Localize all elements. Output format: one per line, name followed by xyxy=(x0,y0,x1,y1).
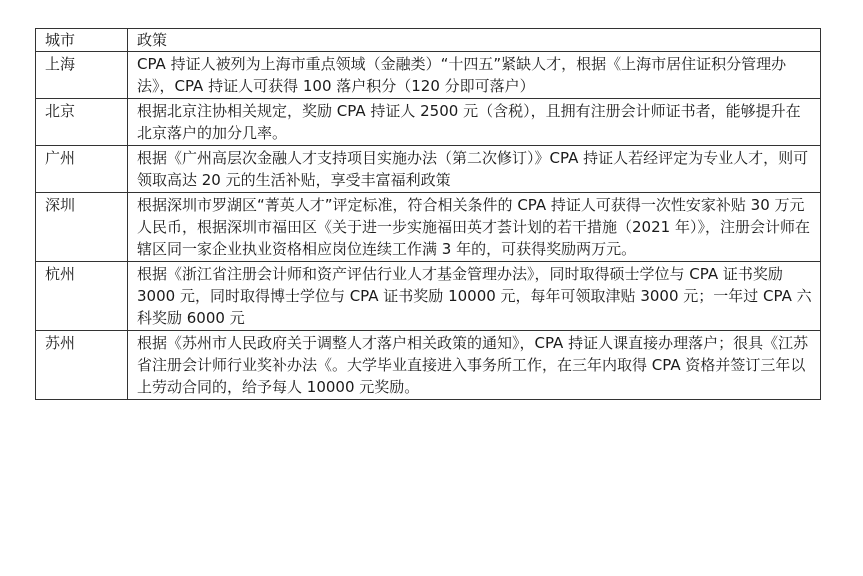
policy-cell: 根据《广州高层次金融人才支持项目实施办法（第二次修订）》CPA 持证人若经评定为专业人才，则可领取高达 20 元的生活补贴，享受丰富福利政策 xyxy=(128,146,821,193)
table-row xyxy=(36,52,821,99)
policy-cell: 根据《浙江省注册会计师和资产评估行业人才基金管理办法》，同时取得硕士学位与 CPA 证书奖励 3000 元，同时取得博士学位与 CPA 证书奖励 10000 元，每年可领取津贴 3000 元；一年过 CPA 六科奖励 6000 元 xyxy=(128,262,821,331)
policy-cell: CPA 持证人被列为上海市重点领域（金融类）“十四五”紧缺人才，根据《上海市居住证积分管理办法》，CPA 持证人可获得 100 落户积分（120 分即可落户） xyxy=(128,52,821,99)
table-row xyxy=(36,193,821,262)
city-cell: 上海 xyxy=(36,52,128,99)
policy-cell: 根据北京注协相关规定，奖励 CPA 持证人 2500 元（含税），且拥有注册会计师证书者，能够提升在北京落户的加分几率。 xyxy=(128,99,821,146)
header-policy: 政策 xyxy=(128,29,821,52)
policy-table-container xyxy=(35,28,820,400)
table-row xyxy=(36,262,821,331)
table-header-row xyxy=(36,29,821,52)
city-cell: 杭州 xyxy=(36,262,128,331)
city-cell: 北京 xyxy=(36,99,128,146)
policy-cell: 根据《苏州市人民政府关于调整人才落户相关政策的通知》，CPA 持证人课直接办理落户；很具《江苏省注册会计师行业奖补办法《。大学毕业直接进入事务所工作，在三年内取得 CPA 资格并签订三年以上劳动合同的，给予每人 10000 元奖励。 xyxy=(128,331,821,400)
policy-cell: 根据深圳市罗湖区“菁英人才”评定标准，符合相关条件的 CPA 持证人可获得一次性安家补贴 30 万元人民币，根据深圳市福田区《关于进一步实施福田英才荟计划的若干措施（2021 年）》，注册会计师在辖区同一家企业执业资格相应岗位连续工作满 3 年的，可获得奖励两万元。 xyxy=(128,193,821,262)
city-cell: 苏州 xyxy=(36,331,128,400)
table-row xyxy=(36,99,821,146)
city-cell: 深圳 xyxy=(36,193,128,262)
table-row xyxy=(36,331,821,400)
table-row xyxy=(36,146,821,193)
policy-table xyxy=(35,28,821,400)
header-city: 城市 xyxy=(36,29,128,52)
city-cell: 广州 xyxy=(36,146,128,193)
